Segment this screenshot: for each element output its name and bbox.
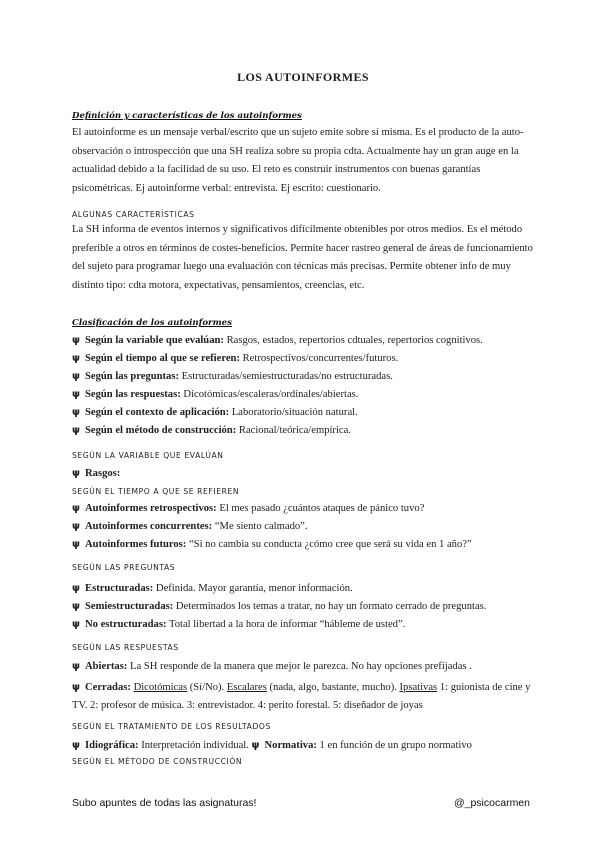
classification-heading: Clasificación de los autoinformes (72, 318, 232, 328)
escalares-text: (nada, algo, bastante, mucho). (266, 682, 400, 693)
answers-heading: SEGÚN LAS RESPUESTAS (72, 643, 179, 652)
psi-icon: ψ (72, 740, 80, 751)
features-paragraph: La SH informa de eventos internos y significativos difícilmente obtenibles por otros medios. Es el método preferible a otros en términos de costes-beneficios. Permite hacer rastreo general de áreas de funcionamiento del sujeto para programar luego una evaluación con técnicas más precisas. Permite obtener info de muy distinto tipo: cdta motora, expectativas, pensamientos, creencias, etc. (72, 224, 533, 291)
item-label: Autoinformes retrospectivos: (85, 503, 217, 514)
item-text: “Me siento calmado”. (212, 521, 308, 532)
dicotomicas-term: Dicotómicas (133, 682, 188, 693)
item-label: Según las preguntas: (85, 371, 179, 382)
time-item (72, 520, 542, 534)
psi-icon: ψ (72, 601, 80, 612)
item-text: Racional/teórica/empírica. (236, 425, 351, 436)
questions-item (72, 618, 542, 632)
time-item (72, 538, 542, 552)
definition-paragraph: El autoinforme es un mensaje verbal/escrito que un sujeto emite sobre sí misma. Es el producto de la auto-observación o introspección que una SH realiza sobre su propia cdta. Actualmente hay un gran auge en la actualidad debido a la facilidad de su uso. El reto es construir instrumentos con buenas garantías psicométricas. Ej autoinforme verbal: entrevista. Ej escrito: cuestionario. (72, 127, 524, 194)
classification-item (72, 370, 542, 384)
classification-item (72, 334, 542, 348)
item-label: Abiertas: (85, 661, 128, 672)
item-text: Estructuradas/semiestructuradas/no estructuradas. (179, 371, 393, 382)
item-text: Dicotómicas/escaleras/ordinales/abiertas. (180, 389, 359, 400)
item-label: Idiográfica: (85, 740, 139, 751)
item-text: Retrospectivos/concurrentes/futuros. (239, 353, 399, 364)
psi-icon: ψ (72, 661, 80, 672)
item-text: “Si no cambia su conducta ¿cómo cree que será su vida en 1 año?” (186, 539, 472, 550)
questions-item (72, 582, 542, 596)
item-label: Rasgos: (85, 468, 121, 479)
item-label: Según el contexto de aplicación: (85, 407, 230, 418)
psi-icon: ψ (72, 503, 80, 514)
variable-item (72, 467, 542, 481)
results-heading: SEGÚN EL TRATAMIENTO DE LOS RESULTADOS (72, 722, 271, 731)
dicotomicas-text: (Sí/No). (187, 682, 227, 693)
page-title: LOS AUTOINFORMES (237, 70, 369, 84)
time-heading: SEGÚN EL TIEMPO A QUE SE REFIEREN (72, 487, 240, 496)
psi-icon: ψ (251, 740, 260, 751)
psi-icon: ψ (72, 468, 80, 479)
psi-icon: ψ (72, 407, 80, 418)
item-text: El mes pasado ¿cuántos ataques de pánico tuvo? (216, 503, 425, 514)
classification-item (72, 388, 542, 402)
classification-item (72, 406, 542, 420)
classification-item (72, 424, 542, 438)
item-label: Semiestructuradas: (85, 601, 174, 612)
questions-item (72, 600, 542, 614)
results-item (72, 739, 542, 753)
item-label: Cerradas: (85, 682, 131, 693)
answers-open (72, 660, 542, 674)
psi-icon: ψ (72, 389, 80, 400)
item-text: Determinados los temas a tratar, no hay un formato cerrado de preguntas. (173, 601, 487, 612)
psi-icon: ψ (72, 619, 80, 630)
item-text: Rasgos, estados, repertorios cdtuales, repertorios cognitivos. (223, 335, 483, 346)
classification-item (72, 352, 542, 366)
item-label: Estructuradas: (85, 583, 154, 594)
psi-icon: ψ (72, 521, 80, 532)
psi-icon: ψ (72, 335, 80, 346)
footer-left-text: Subo apuntes de todas las asignaturas! (72, 797, 257, 809)
psi-icon: ψ (72, 353, 80, 364)
features-heading: ALGUNAS CARACTERÍSTICAS (72, 210, 195, 219)
item-label: Autoinformes concurrentes: (85, 521, 213, 532)
item-label: Según las respuestas: (85, 389, 181, 400)
ipsativas-text: 1: guionista de cine y TV. 2: profesor de música. 3: entrevistador. 4: perito forestal. 5: diseñador de joyas (72, 682, 531, 711)
item-label: No estructuradas: (85, 619, 167, 630)
psi-icon: ψ (72, 682, 80, 693)
answers-closed (72, 679, 534, 714)
time-item (72, 502, 542, 516)
item-label: Autoinformes futuros: (85, 539, 187, 550)
escalares-term: Escalares (226, 682, 267, 693)
item-text: Definida. Mayor garantía, menor información. (153, 583, 353, 594)
item-label: Según el tiempo al que se refieren: (85, 353, 240, 364)
item-text: Interpretación individual. (138, 740, 252, 751)
item-text: 1 en función de un grupo normativo (316, 740, 472, 751)
item-text: Laboratorio/situación natural. (229, 407, 358, 418)
psi-icon: ψ (72, 425, 80, 436)
item-label: Normativa: (264, 740, 317, 751)
definition-heading: Definición y características de los autoinformes (72, 111, 302, 121)
item-text: La SH responde de la manera que mejor le parezca. No hay opciones prefijadas . (127, 661, 472, 672)
footer-handle: @_psicocarmen (453, 797, 530, 809)
variable-heading: SEGÚN LA VARIABLE QUE EVALÚAN (72, 451, 224, 460)
psi-icon: ψ (72, 371, 80, 382)
questions-heading: SEGÚN LAS PREGUNTAS (72, 563, 176, 572)
item-text: Total libertad a la hora de informar “hábleme de usted”. (166, 619, 406, 630)
item-label: Según el método de construcción: (85, 425, 237, 436)
construction-heading: SEGÚN EL MÉTODO DE CONSTRUCCIÓN (72, 757, 243, 766)
ipsativas-term: Ipsativas (399, 682, 438, 693)
psi-icon: ψ (72, 539, 80, 550)
item-label: Según la variable que evalúan: (85, 335, 224, 346)
psi-icon: ψ (72, 583, 80, 594)
